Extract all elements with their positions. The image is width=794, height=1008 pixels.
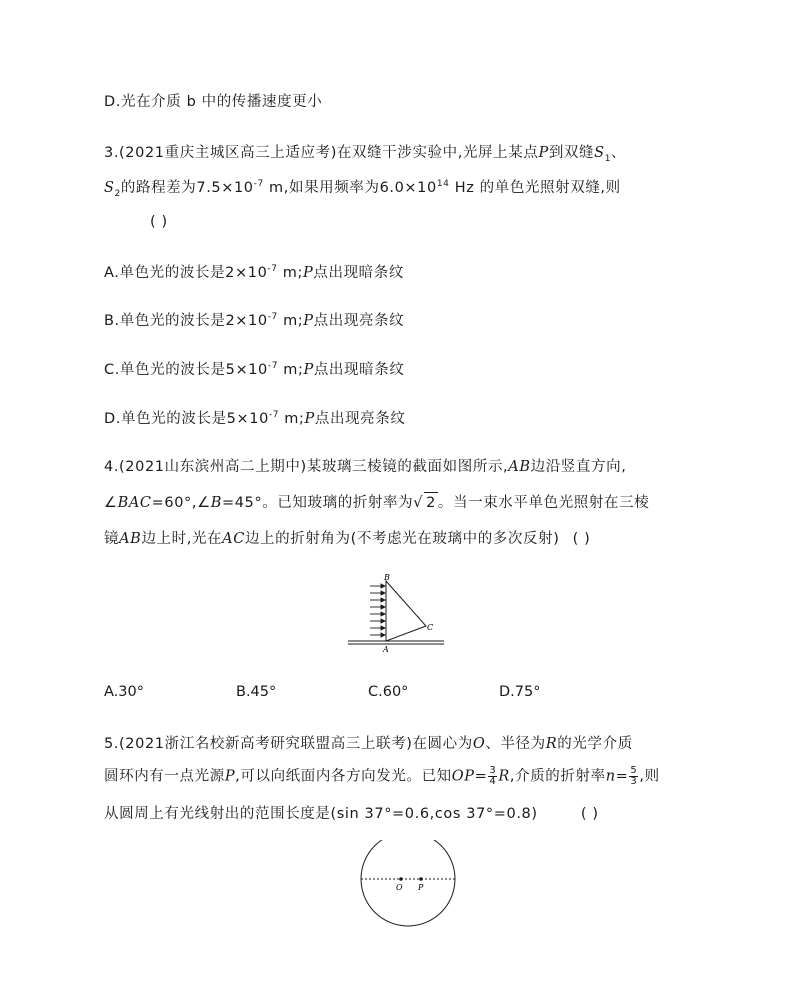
q4-answer-blank[interactable]: ( )	[572, 531, 591, 547]
frac-den: 4	[489, 776, 497, 787]
option-post: 点出现暗条纹	[313, 265, 404, 281]
q5-text-b: 、半径为	[485, 736, 546, 752]
q5-text-f: ,介质的折射率	[509, 768, 606, 785]
option-text: B.45°	[236, 684, 277, 700]
q5-text-e: ,可以向纸面内各方向发光。已知	[235, 768, 452, 785]
q3-sub-1: 1	[604, 153, 612, 164]
q5-answer-blank[interactable]: ( )	[580, 806, 599, 822]
q3-answer-blank-text: ( )	[150, 214, 168, 230]
q3-var-s2: S	[104, 180, 115, 196]
option-exp: -7	[268, 410, 280, 421]
q5-stem-line1	[104, 734, 633, 754]
label-o: O	[396, 883, 403, 892]
option-text: D.单色光的波长是5×10	[104, 411, 269, 427]
q4-option-d[interactable]	[499, 682, 540, 702]
option-exp: -7	[267, 361, 279, 372]
option-text: C.单色光的波长是5×10	[104, 362, 268, 378]
option-post: 点出现亮条纹	[314, 411, 406, 427]
q4-option-a[interactable]	[104, 682, 144, 702]
q3-sub-2: 2	[114, 188, 121, 199]
option-unit: m;	[277, 265, 304, 281]
option-var: P	[303, 265, 314, 281]
circle-diagram	[356, 840, 460, 944]
q4-var-bac: BAC	[117, 495, 152, 511]
option-exp: -7	[267, 312, 278, 323]
q4-var-b: B	[210, 495, 222, 511]
q3-stem-text: 3.(2021重庆主城区高三上适应考)在双缝干涉实验中,光屏上某点	[104, 145, 539, 161]
q5-text-d: 圆环内有一点光源	[104, 768, 225, 785]
q5-stem-line2	[104, 766, 660, 787]
label-a: A	[383, 645, 389, 654]
q5-text-h: 从圆周上有光线射出的范围长度是(sin 37°=0.6,cos 37°=0.8)	[104, 806, 538, 822]
option-text: C.60°	[368, 684, 409, 700]
q4-text-e: 。当一束水平单色光照射在三棱	[437, 495, 650, 511]
option-unit: m;	[279, 411, 305, 427]
q4-var-ab2: AB	[119, 531, 142, 547]
incident-rays	[370, 584, 385, 637]
q3-var-s1: S	[594, 145, 605, 161]
prism-diagram	[340, 572, 450, 654]
q3-option-d[interactable]	[104, 409, 405, 429]
option-unit: m;	[278, 362, 304, 378]
frac-num: 3	[489, 765, 497, 776]
q3-stem-text-b: 到双缝	[548, 145, 595, 161]
option-text: A.30°	[104, 684, 144, 700]
q4-text-f: 镜	[104, 531, 120, 547]
q5-var-op: OP	[451, 768, 475, 785]
q4-sqrt-value: 2	[424, 492, 438, 513]
q5-fraction-5-3	[629, 766, 638, 787]
q4-stem-line3	[104, 529, 590, 549]
q5-var-o: O	[472, 736, 486, 752]
q5-var-p: P	[224, 768, 236, 785]
option-text: D.75°	[499, 684, 541, 700]
option-text: A.单色光的波长是2×10	[104, 265, 268, 281]
q4-text-g: 边上时,光在	[141, 531, 223, 547]
option-var: P	[304, 411, 315, 427]
q3-stem-text-e: Hz 的单色光照射双缝,则	[449, 180, 621, 196]
q4-stem-line2	[104, 492, 649, 513]
q5-fraction-3-4	[488, 766, 497, 787]
q5-text-a: 5.(2021浙江名校新高考研究联盟高三上联考)在圆心为	[104, 736, 473, 752]
q5-stem-line3	[104, 804, 599, 824]
q4-text-b: 边沿竖直方向,	[530, 459, 627, 475]
q3-var-p: P	[538, 145, 549, 161]
label-c: C	[427, 623, 434, 632]
frac-den: 3	[630, 776, 638, 787]
option-post: 点出现亮条纹	[313, 313, 405, 329]
prism-triangle	[386, 581, 426, 641]
option-var: P	[303, 362, 314, 378]
q5-var-r: R	[545, 736, 558, 752]
q3-exp-a: -7	[253, 179, 264, 190]
q3-exp-b: 14	[436, 179, 450, 190]
q3-stem-line1	[104, 143, 626, 163]
q5-text-g: ,则	[639, 768, 660, 785]
medium-circle	[361, 840, 455, 926]
q4-var-ab: AB	[508, 459, 531, 475]
q4-option-c[interactable]	[368, 682, 408, 702]
q2-option-d	[104, 92, 322, 112]
q5-eq: =	[474, 768, 488, 785]
q5-text-c: 的光学介质	[557, 736, 633, 752]
q3-option-c[interactable]	[104, 360, 404, 380]
frac-num: 5	[630, 765, 638, 776]
q4-stem-line1	[104, 457, 626, 477]
option-post: 点出现暗条纹	[313, 362, 405, 378]
q4-text-c: =60°,∠	[151, 495, 211, 511]
q3-stem-text-c: 的路程差为7.5×10	[120, 180, 254, 196]
q2-option-d-text: D.光在介质 b 中的传播速度更小	[104, 94, 323, 110]
q4-text-d: =45°。已知玻璃的折射率为	[221, 495, 414, 511]
q5-var-n: n	[605, 768, 616, 785]
q3-option-a[interactable]	[104, 263, 404, 283]
q4-option-b[interactable]	[236, 682, 276, 702]
q4-text-a: 4.(2021山东滨州高二上期中)某玻璃三棱镜的截面如图所示,	[104, 459, 509, 475]
sqrt-icon: √	[413, 495, 424, 511]
label-p: P	[418, 883, 424, 892]
center-point	[399, 877, 403, 881]
q5-eq2: =	[615, 768, 629, 785]
q4-angle-sym: ∠	[104, 495, 118, 511]
option-exp: -7	[267, 264, 278, 275]
q3-option-b[interactable]	[104, 311, 404, 331]
q3-stem-line2	[104, 178, 621, 198]
option-var: P	[303, 313, 314, 329]
q3-answer-blank[interactable]	[150, 212, 168, 232]
q4-text-h: 边上的折射角为(不考虑光在玻璃中的多次反射)	[244, 531, 560, 547]
q3-sep: 、	[611, 145, 627, 161]
label-b: B	[384, 573, 390, 582]
option-text: B.单色光的波长是2×10	[104, 313, 268, 329]
q3-stem-text-d: m,如果用频率为6.0×10	[263, 180, 437, 196]
q4-var-ac: AC	[222, 531, 245, 547]
option-unit: m;	[277, 313, 304, 329]
source-point	[419, 877, 423, 881]
q5-var-r2: R	[498, 768, 510, 785]
